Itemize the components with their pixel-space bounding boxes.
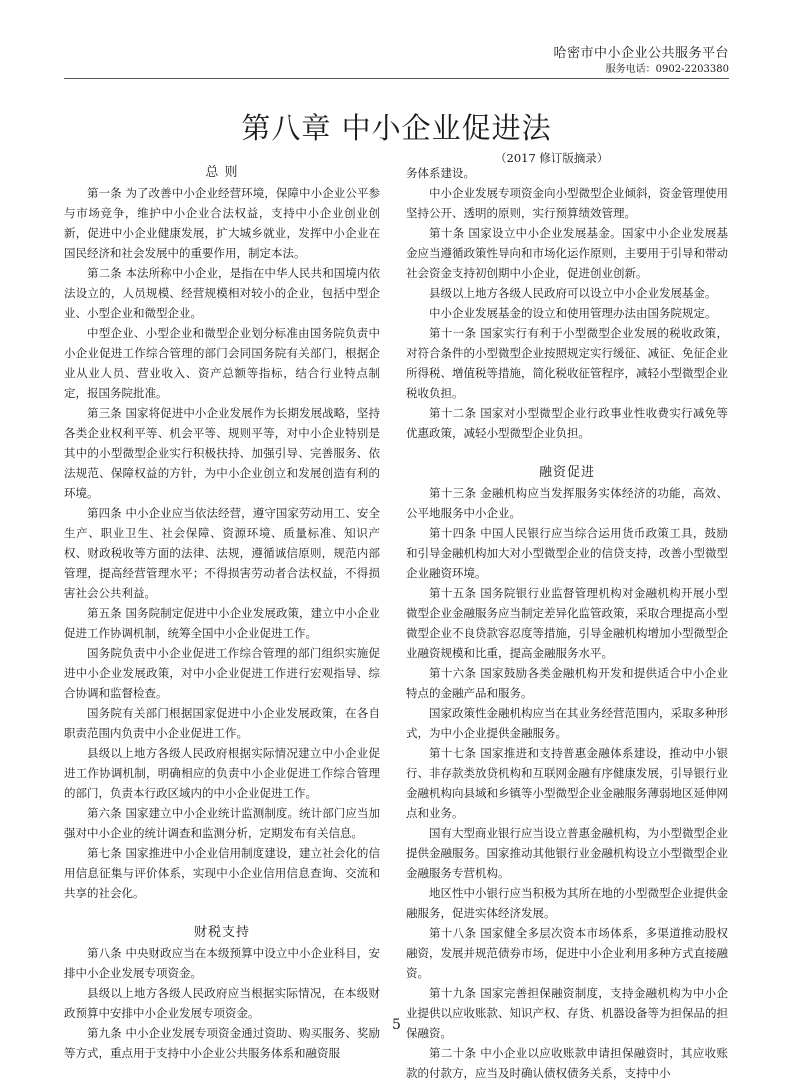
paragraph: 第七条 国家推进中小企业信用制度建设，建立社会化的信用信息征集与评价体系，实现中小企业信用信息查询、交流和共享的社会化。 [64, 846, 380, 900]
section-heading-general: 总 则 [205, 165, 239, 180]
paragraph: 第五条 国务院制定促进中小企业发展政策，建立中小企业促进工作协调机制，统筹全国中小企业促进工作。 [64, 606, 380, 640]
paragraph: 第十七条 国家推进和支持普惠金融体系建设，推动中小银行、非存款类放贷机构和互联网金融有序健康发展，引导银行业金融机构向县域和乡镇等小型微型企业金融服务薄弱地区延伸网点和业务。 [406, 746, 728, 820]
left-column [64, 163, 380, 1063]
paragraph: 第十九条 国家完善担保融资制度，支持金融机构为中小企业提供以应收账款、知识产权、存货、机器设备等为担保品的担保融资。 [406, 986, 728, 1040]
paragraph: 第八条 中央财政应当在本级预算中设立中小企业科目，安排中小企业发展专项资金。 [64, 946, 380, 980]
paragraph: 第十一条 国家实行有利于小型微型企业发展的税收政策，对符合条件的小型微型企业按照规定实行缓征、减征、免征企业所得税、增值税等措施，简化税收征管程序，减轻小型微型企业税收负担。 [406, 326, 728, 400]
header-service-phone: 服务电话：0902-2203380 [605, 64, 729, 75]
paragraph: 县级以上地方各级人民政府根据实际情况建立中小企业促进工作协调机制，明确相应的负责中小企业促进工作综合管理的部门，负责本行政区域内的中小企业促进工作。 [64, 746, 380, 800]
page-number: 5 [392, 1017, 401, 1033]
paragraph: 第十条 国家设立中小企业发展基金。国家中小企业发展基金应当遵循政策性导向和市场化运作原则，主要用于引导和带动社会资金支持初创期中小企业，促进创业创新。 [406, 226, 728, 280]
paragraph: 第十四条 中国人民银行应当综合运用货币政策工具，鼓励和引导金融机构加大对小型微型企业的信贷支持，改善小型微型企业融资环境。 [406, 526, 728, 580]
paragraph: 第十五条 国务院银行业监督管理机构对金融机构开展小型微型企业金融服务应当制定差异化监管政策，采取合理提高小型微型企业不良贷款容忍度等措施，引导金融机构增加小型微型企业融资规模和比重，提高金融服务水平。 [406, 586, 728, 660]
paragraph: 第十三条 金融机构应当发挥服务实体经济的功能，高效、公平地服务中小企业。 [406, 486, 728, 520]
header-org-name: 哈密市中小企业公共服务平台 [553, 46, 729, 61]
paragraph: 第三条 国家将促进中小企业发展作为长期发展战略，坚持各类企业权利平等、机会平等、规则平等，对中小企业特别是其中的小型微型企业实行积极扶持、加强引导、完善服务、依法规范、保障权益的方针，为中小企业创立和发展创造有利的环境。 [64, 406, 380, 500]
paragraph: 第二十条 中小企业以应收账款申请担保融资时，其应收账款的付款方，应当及时确认债权债务关系，支持中小 [406, 1046, 728, 1080]
section-heading-fiscal: 财税支持 [193, 925, 250, 940]
chapter-title: 第八章 中小企业促进法 [241, 111, 552, 145]
paragraph: 县级以上地方各级人民政府应当根据实际情况，在本级财政预算中安排中小企业发展专项资金。 [64, 986, 380, 1020]
paragraph: 第九条 中小企业发展专项资金通过资助、购买服务、奖励等方式，重点用于支持中小企业公共服务体系和融资服 [64, 1026, 380, 1060]
section-heading-financing: 融资促进 [538, 465, 595, 480]
edition-note: （2017 修订版摘录） [495, 151, 609, 165]
paragraph: 国有大型商业银行应当设立普惠金融机构，为小型微型企业提供金融服务。国家推动其他银行业金融机构设立小型微型企业金融服务专营机构。 [406, 826, 728, 880]
paragraph: 县级以上地方各级人民政府可以设立中小企业发展基金。 [429, 286, 717, 300]
paragraph: 务体系建设。 [406, 166, 475, 180]
header-rule [64, 78, 729, 79]
paragraph: 第十六条 国家鼓励各类金融机构开发和提供适合中小企业特点的金融产品和服务。 [406, 666, 728, 700]
paragraph: 第六条 国家建立中小企业统计监测制度。统计部门应当加强对中小企业的统计调查和监测分析，定期发布有关信息。 [64, 806, 380, 840]
paragraph: 第十二条 国家对小型微型企业行政事业性收费实行减免等优惠政策，减轻小型微型企业负担。 [406, 406, 728, 440]
paragraph: 国务院负责中小企业促进工作综合管理的部门组织实施促进中小企业发展政策，对中小企业促进工作进行宏观指导、综合协调和监督检查。 [64, 646, 380, 700]
right-column [406, 163, 728, 1083]
paragraph: 国家政策性金融机构应当在其业务经营范围内，采取多种形式，为中小企业提供金融服务。 [406, 706, 728, 740]
paragraph: 第十八条 国家健全多层次资本市场体系，多渠道推动股权融资，发展并规范债券市场，促进中小企业利用多种方式直接融资。 [406, 926, 728, 980]
paragraph: 第四条 中小企业应当依法经营，遵守国家劳动用工、安全生产、职业卫生、社会保障、资源环境、质量标准、知识产权、财政税收等方面的法律、法规，遵循诚信原则，规范内部管理，提高经营管理水平；不得损害劳动者合法权益，不得损害社会公共利益。 [64, 506, 380, 600]
paragraph: 国务院有关部门根据国家促进中小企业发展政策，在各自职责范围内负责中小企业促进工作。 [64, 706, 380, 740]
paragraph: 中小企业发展专项资金向小型微型企业倾斜，资金管理使用坚持公开、透明的原则，实行预算绩效管理。 [406, 186, 728, 220]
paragraph: 中型企业、小型企业和微型企业划分标准由国务院负责中小企业促进工作综合管理的部门会同国务院有关部门，根据企业从业人员、营业收入、资产总额等指标，结合行业特点制定，报国务院批准。 [64, 326, 380, 400]
paragraph: 中小企业发展基金的设立和使用管理办法由国务院规定。 [429, 306, 717, 320]
paragraph: 第二条 本法所称中小企业，是指在中华人民共和国境内依法设立的，人员规模、经营规模相对较小的企业，包括中型企业、小型企业和微型企业。 [64, 266, 380, 320]
paragraph: 地区性中小银行应当积极为其所在地的小型微型企业提供金融服务，促进实体经济发展。 [406, 886, 728, 920]
paragraph: 第一条 为了改善中小企业经营环境，保障中小企业公平参与市场竞争，维护中小企业合法权益，支持中小企业创业创新，促进中小企业健康发展，扩大城乡就业，发挥中小企业在国民经济和社会发展中的重要作用，制定本法。 [64, 186, 380, 260]
